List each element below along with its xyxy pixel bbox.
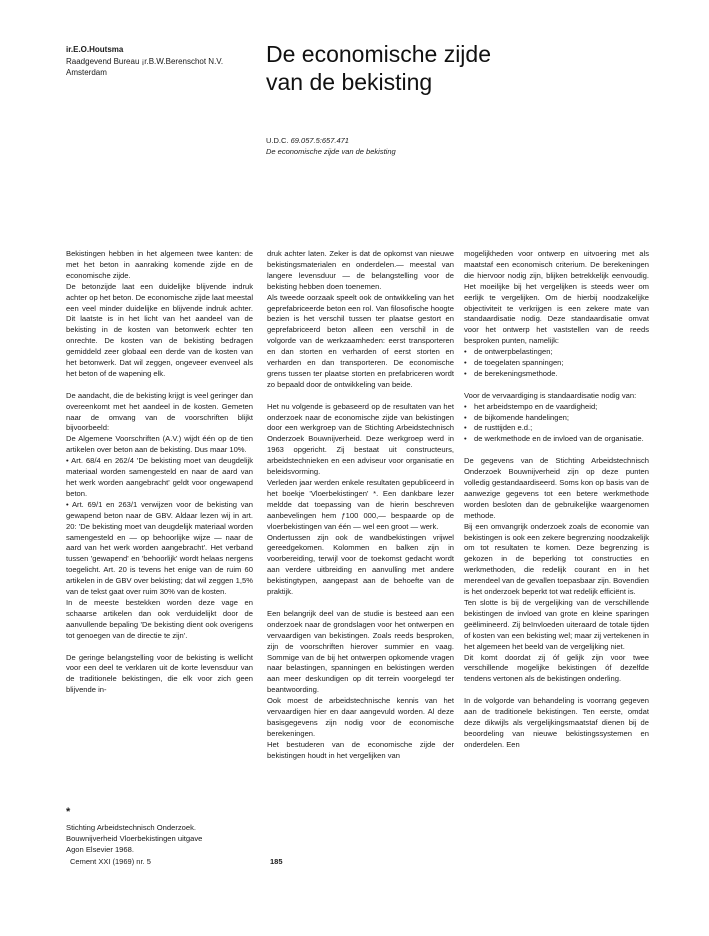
paragraph: In de meeste bestekken worden deze vage en schaarse artikelen dan ook verduidelijkt door de aanvullende bepaling 'De bekisting dient ook overigens tot genoegen van de directie te zijn'. <box>66 597 253 640</box>
paragraph: Het bestuderen van de economische zijde der bekistingen houdt in het vergelijken van <box>267 739 454 760</box>
list-item: • de werkmethode en de invloed van de organisatie. <box>464 434 649 445</box>
manufacturing-standards-list <box>464 402 649 446</box>
paragraph: Ten slotte is bij de vergelijking van de verschillende bekistingen de invloed van grote en kleine sparingen geëlimineerd. Zij beïnvloeden uiteraard de totale tijden of kosten van een bekisting wel; maar zij vertekenen in het algemeen het beeld van de vergelijking niet. <box>464 597 649 651</box>
paragraph: Bekistingen hebben in het algemeen twee kanten: de met het beton in aanraking komende zijde en de economische zijde. <box>66 249 253 280</box>
udc-block <box>266 136 646 157</box>
paragraph: Een belangrijk deel van de studie is besteed aan een onderzoek naar de grondslagen voor het ontwerpen en vervaardigen van bekistingen. Zoals reeds besproken, zijn de voorschriften hierover summier en vaag. Sommige van de bij het ontwerpen opkomende vragen naar belastingen, spanningen en bekistingen werden aan meer deskundigen op dit terrein voorgelegd ter beantwoording. <box>267 608 454 695</box>
paragraph: De Algemene Voorschriften (A.V.) wijdt één op de tien artikelen over beton aan de bekisting. Dus maar 10%. <box>66 434 253 455</box>
author-affiliation: Raadgevend Bureau ¡r.B.W.Berenschot N.V. <box>66 56 224 66</box>
paragraph: Als tweede oorzaak speelt ook de ontwikkeling van het geprefabriceerde beton een rol. Van filosofische hoogte bezien is het verschil tussen ter plaatse gestort en geprefabriceerd beton alleen een verschil in de volgorde van de werkzaamheden: eerst transporteren en dan storten en verharden of eerst storten en verharden en dan transporteren. De economische grens tussen ter plaatse storten en prefabriceren wordt zo bepaald door de ontwikkeling van beide. <box>267 292 454 389</box>
journal-reference: Cement XXI (1969) nr. 5 <box>70 857 151 866</box>
author-city: Amsterdam <box>66 68 107 77</box>
author-block <box>66 44 256 79</box>
paragraph: De aandacht, die de bekisting krijgt is veel geringer dan overeenkomt met het aandeel in de kosten. Gemeten naar de omvang van de voorschriften blijkt bijvoorbeeld: <box>66 390 253 433</box>
body-column-1 <box>66 249 253 696</box>
list-item: • de ontwerpbelastingen; <box>464 347 649 358</box>
paragraph: De betonzijde laat een duidelijke blijvende indruk achter op het beton. De economische zijde laat meestal een veel minder duidelijke en blijvende indruk achter. Dit laatste is in het licht van het aandeel van de bekisting in de kosten van betonwerk echter ten onrechte. De kosten van de bekisting bedragen gemiddeld zeer globaal een derde van de kosten van het betonwerk. Dat wil zeggen, ongeveer evenveel als het beton of de wapening elk. <box>66 281 253 378</box>
list-item: • de bijkomende handelingen; <box>464 413 649 424</box>
footnote-line: Bouwnijverheid Vloerbekistingen uitgave <box>66 833 203 843</box>
article-title <box>266 40 646 96</box>
page-number: 185 <box>270 857 283 866</box>
author-name: ir.E.O.Houtsma <box>66 45 124 54</box>
list-item: • de rusttijden e.d.; <box>464 423 649 434</box>
list-item: • de toegelaten spanningen; <box>464 358 649 369</box>
footnote-marker: * <box>66 806 71 818</box>
paragraph: Bij een omvangrijk onderzoek zoals de economie van bekistingen is ook een zekere begrenzing noodzakelijk om tot resultaten te komen. Deze begrenzing is gekozen in de beperking tot constructies en werkmethoden, die redelijk courant en in het merendeel van de gevallen toepasbaar zijn. Bovendien is het onderzoek beperkt tot wat redelijk efficiënt is. <box>464 521 649 597</box>
footnote-line: Stichting Arbeidstechnisch Onderzoek. <box>66 823 197 832</box>
paragraph: Dit komt doordat zij óf gelijk zijn voor twee verschillende mogelijke bekistingen óf dezelfde tendens vertonen als de bekistingen onderling. <box>464 652 649 684</box>
body-column-2 <box>267 249 454 762</box>
paragraph: Ondertussen zijn ook de wandbekistingen vrijwel gereedgekomen. Kolommen en balken zijn in voorbereiding, terwijl voor de toekomst gedacht wordt aan verdere uitbreiding en aanvulling met andere bekistingtypen, aangepast aan de behoefte van de praktijk. <box>267 532 454 597</box>
udc-code: 69.057.5:657.471 <box>290 136 349 145</box>
title-line-1: De economische zijde <box>266 41 492 67</box>
list-item: • het arbeidstempo en de vaardigheid; <box>464 402 649 413</box>
paragraph: De gegevens van de Stichting Arbeidstechnisch Onderzoek Bouwnijverheid zijn op deze punten volledig gestandaardiseerd. Soms kon op basis van de aanwezige gegevens tot een betere werkmethode worden besloten dan de gebruikelijke waargenomen methode. <box>464 456 649 520</box>
paragraph: • Art. 69/1 en 263/1 verwijzen voor de bekisting van gewapend beton naar de GBV. Aldaar lezen wij in art. 20: 'De bekisting moet van deugdelijk materiaal worden samengesteld en — op behoorlijke wijze — naar de aard van het werk worden aangebracht'. Het verband tussen 'gewapend' en 'behoorlijk' wordt helaas nergens toegelicht. Art. 20 is tevens het enige van de ruim 60 artikelen in de GBV over bekisting; dat wil zeggen 1,5% van de tekst gaat over ruim 30% van de kosten. <box>66 499 253 597</box>
design-standards-list <box>464 347 649 380</box>
paragraph: In de volgorde van behandeling is voorrang gegeven aan de traditionele bekistingen. Ten eerste, omdat deze dikwijls als vergelijkingsmaatstaf dienen bij de beoordeling van nieuwe bekistingssystemen en onderdelen. Een <box>464 696 649 749</box>
list-item: • de berekeningsmethode. <box>464 369 649 380</box>
paragraph: Verleden jaar werden enkele resultaten gepubliceerd in het boekje 'Vloerbekistingen' *. Een dankbare lezer meldde dat toepassing van de hierin beschreven aanbevelingen hem ƒ100 000,— bespaarde op de vloerbekistingen van één — wel een groot — werk. <box>267 478 454 531</box>
footnote-line: Agon Elsevier 1968. <box>66 844 134 854</box>
body-column-3 <box>464 249 649 751</box>
footnote <box>66 805 253 856</box>
paragraph: Ook moest de arbeidstechnische kennis van het vervaardigen hier en daar aangevuld worden. Al deze basisgegevens zijn nodig voor de economische berekeningen. <box>267 696 454 738</box>
paragraph: mogelijkheden voor ontwerp en uitvoering met als maatstaf een economisch criterium. De berekeningen die hiervoor nodig zijn, blijken betrekkelijk eenvoudig. Het moeilijke bij het vergelijken is steeds weer om eerlijk te vergelijken. Om de hierbij noodzakelijke objectiviteit te verkrijgen is een zekere mate van standaardisatie nodig. Deze standaardisatie omvat voor het ontwerp het vaststellen van de reeds besproken punten, namelijk: <box>464 249 649 346</box>
udc-subtitle: De economische zijde van de bekisting <box>266 146 396 156</box>
paragraph: Voor de vervaardiging is standaardisatie nodig van: <box>464 390 637 400</box>
paragraph: Het nu volgende is gebaseerd op de resultaten van het onderzoek naar de economische zijde van bekistingen door een werkgroep van de Stichting Arbeidstechnisch Onderzoek Bouwnijverheid. Deze werkgroep werd in 1963 opgericht. Zij bestaat uit constructeurs, arbeidstechnieken en een adviseur voor organisatie en beleidsvorming. <box>267 401 454 477</box>
udc-label: U.D.C. <box>266 136 289 145</box>
paragraph: • Art. 68/4 en 262/4 'De bekisting moet van deugdelijk materiaal worden samengesteld en naar de aard van het werk worden aangebracht' geldt voor ongewapend beton. <box>66 456 253 498</box>
title-line-2: van de bekisting <box>266 69 433 95</box>
paragraph: De geringe belangstelling voor de bekisting is wellicht voor een deel te verklaren uit de korte levensduur van de traditionele bekistingen, die elk voor zich geen blijvende in- <box>66 652 253 695</box>
paragraph: druk achter laten. Zeker is dat de opkomst van nieuwe bekistingsmaterialen en onderdelen.— meestal van langere levensduur — de belangstelling voor de bekisting hebben doen toenemen. <box>267 249 454 291</box>
